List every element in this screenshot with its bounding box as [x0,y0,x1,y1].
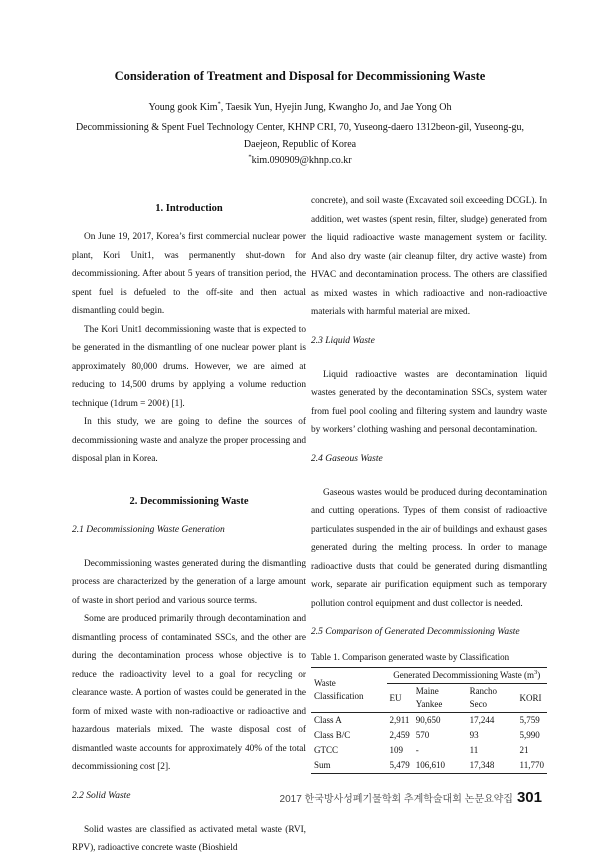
table-caption: Table 1. Comparison generated waste by Classification [311,652,510,662]
section-2-5-heading: 2.5 Comparison of Generated Decommissioning Waste [311,627,520,637]
table-cell: 11 [469,745,479,755]
section-2-4-paragraph: Gaseous wastes would be produced during decontamination and cutting operations. Types of them consist of radioactive particulates suspended in the air of buildings and exhaust gases generated during the melting process. In order to manage radioactive dusts that could be generated during dismantling work, separate air purification equipment such as temporary pollution control equipment and dust collector is needed. [311,487,547,609]
section-2-2-paragraph-start: Solid wastes are classified as activated metal waste (RVI, RPV), radioactive concrete waste (Bioshield [72,824,306,853]
row-label: Sum [311,758,387,774]
email: kim.090909@khnp.co.kr [251,155,352,166]
row-label: Class B/C [314,730,351,740]
table-cell: 5,990 [519,730,540,740]
intro-paragraph-1: On June 19, 2017, Korea’s first commercial nuclear power plant, Kori Unit1, was permanently shut-down for decommissioning. After about 5 years of transition period, the spent fuel is defueled to the off-site and then actual dismantling could begin. [72,232,306,316]
email-mark: * [248,153,252,161]
section-2-1-paragraph-2: Some are produced primarily through decontamination and dismantling process of contaminated SSCs, and the other are during the decontamination process whose objective is to reduce the radioactivity level to a goal for recycling or clearance waste. A portion of wastes could be generated in the form of mixed waste with non-radioactive or radioactive and hazardous materials mixed. The waste disposal cost of dismantled waste accounts for approximately 40% of the total decommissioning cost [2]. [72,614,306,772]
table-column-header: Rancho Seco [469,686,498,709]
table-cell: 11,770 [517,758,547,774]
co-authors: , Taesik Yun, Hyejin Jung, Kwangho Jo, and Jae Yong Oh [220,102,452,113]
table-row-header: Waste Classification [311,668,387,713]
section-2-3-paragraph: Liquid radioactive wastes are decontamination liquid wastes generated by the decontamination SSCs, system water from fuel pool cooling and filtering system and laundry waste by workers’ clothing washing and personal decontamination. [311,369,547,435]
page-footer [280,789,542,806]
intro-paragraph-2: The Kori Unit1 decommissioning waste that is expected to be generated in the dismantling of one nuclear power plant is approximately 80,000 drums. However, we are aimed at reducing to 14,500 drums by applying a volume reduction technique (1drum = 200ℓ) [1]. [72,324,306,409]
affiliation-line-2: Daejeon, Republic of Korea [243,139,357,150]
table-row [311,728,547,743]
table-cell: 17,244 [467,713,517,729]
comparison-table [311,667,547,774]
table-cell: 90,650 [413,713,467,729]
affiliation-line-1: Decommissioning & Spent Fuel Technology Center, KHNP CRI, 70, Yuseong-daero 1312beon-gil, Yuseong-gu, [75,122,525,133]
paper-title: Consideration of Treatment and Disposal for Decommissioning Waste [114,69,486,83]
decommissioning-waste-heading: 2. Decommissioning Waste [129,495,249,507]
table-group-header [387,668,547,684]
proceedings-title: 2017 한국방사성폐기물학회 추계학술대회 논문요약집 [279,794,513,805]
group-header-text: Generated Decommissioning Waste (m [393,670,535,680]
table-cell: 2,911 [387,713,413,729]
author-line [0,101,600,114]
table-cell: 5,759 [517,713,547,729]
table-column-header: Maine Yankee [415,686,443,709]
section-2-2-paragraph-continued: concrete), and soil waste (Excavated soil exceeding DCGL). In addition, wet wastes (spent resin, filter, sludge) generated from the liquid radioactive waste management system or facility. And also dry waste (air cleanup filter, dry active waste) from HVAC and decontamination process. The others are classified as mixed wastes in which radioactive and non-radioactive materials with harmful material are mixed. [311,196,547,317]
section-2-1-heading: 2.1 Decommissioning Waste Generation [72,524,225,535]
table-cell: 21 [519,745,529,755]
intro-heading: 1. Introduction [155,203,223,214]
table-cell: 93 [469,730,479,740]
intro-paragraph-3: In this study, we are going to define the sources of decommissioning waste and analyze the proper processing and disposal plan in Korea. [72,417,306,464]
group-header-end: ) [537,670,541,680]
table-cell: 109 [389,745,404,755]
right-column [311,192,547,774]
row-label: Class A [311,713,387,729]
page-number: 301 [516,789,542,806]
table-row [311,758,547,774]
group-header-sup: 3 [534,669,538,676]
table-cell: 17,348 [467,758,517,774]
section-2-4-heading: 2.4 Gaseous Waste [311,453,383,464]
table-cell: 570 [415,730,430,740]
email-line [0,154,600,167]
section-2-3-heading: 2.3 Liquid Waste [311,335,375,346]
table-cell: - [415,745,419,755]
lead-author: Young gook Kim [148,102,218,113]
table-row [311,713,547,729]
row-label: GTCC [314,745,339,755]
section-2-2-heading: 2.2 Solid Waste [72,790,131,801]
table-cell: 2,459 [389,730,410,740]
table-cell: 106,610 [413,758,467,774]
table-row [311,743,547,758]
section-2-1-paragraph-1: Decommissioning wastes generated during the dismantling process are characterized by the generation of a large amount of waste in short period and various source terms. [72,558,306,606]
table-cell: 5,479 [387,758,413,774]
corresponding-mark: * [217,100,221,108]
table-column-header: KORI [519,692,542,703]
left-column [72,192,306,858]
table-column-header: EU [389,692,402,703]
